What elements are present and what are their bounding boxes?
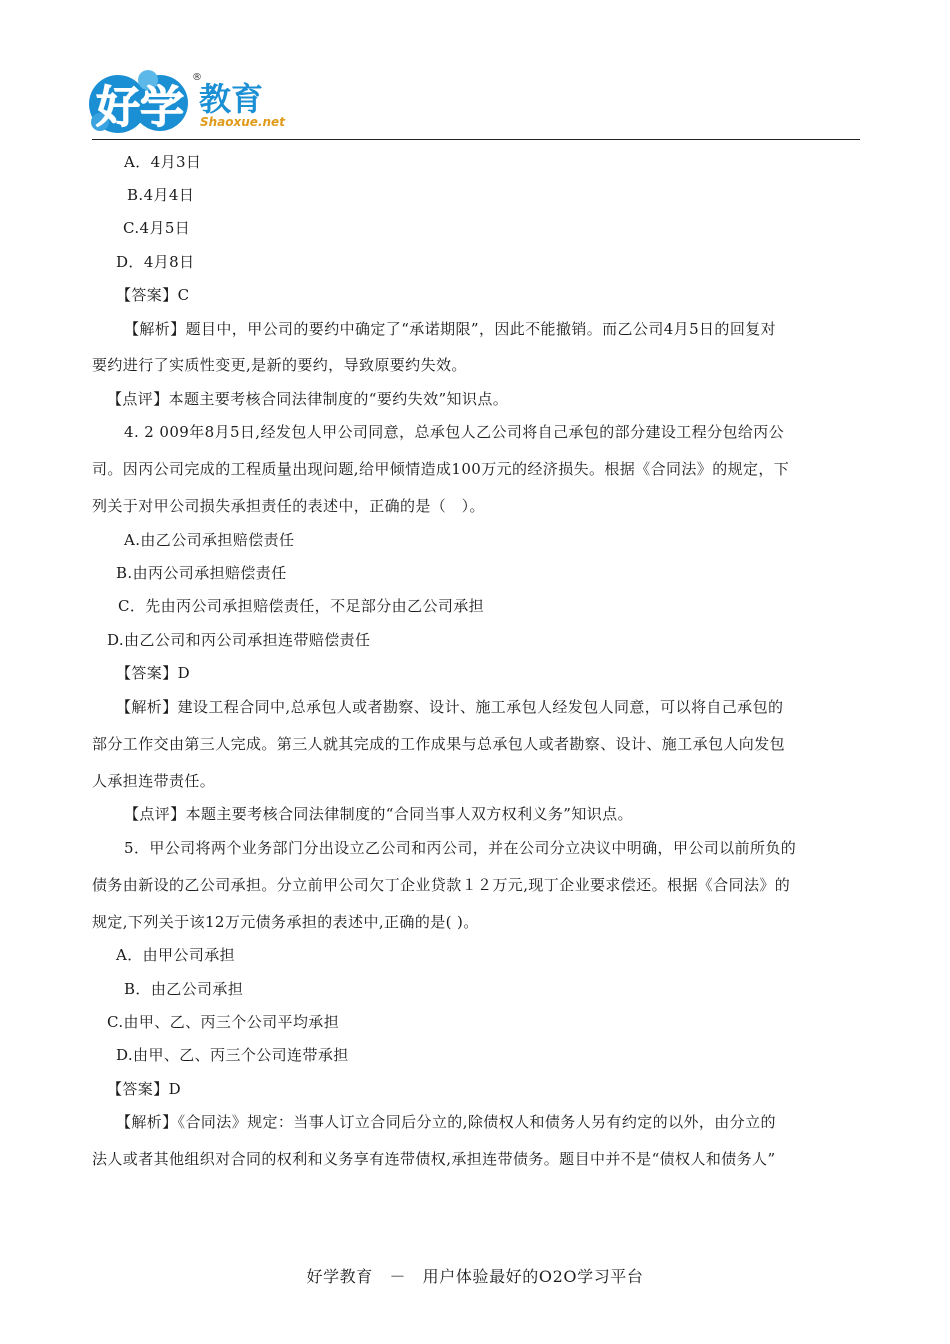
- text-line: 【点评】本题主要考核合同法律制度的“要约失效”知识点。: [107, 390, 509, 408]
- text-line: B．由乙公司承担: [124, 980, 244, 998]
- shaoxue-logo: [88, 64, 288, 140]
- text-line: 债务由新设的乙公司承担。分立前甲公司欠丁企业贷款１２万元,现丁企业要求偿还。根据《合同法》的: [92, 876, 791, 894]
- text-line: 法人或者其他组织对合同的权利和义务享有连带债权,承担连带债务。题目中并不是“债权人和债务人”: [92, 1150, 776, 1168]
- page-footer: 好学教育 － 用户体验最好的O2O学习平台: [306, 1267, 644, 1286]
- text-line: 司。因丙公司完成的工程质量出现问题,给甲倾情造成100万元的经济损失。根据《合同法》的规定，下: [92, 460, 790, 478]
- text-line: 5．甲公司将两个业务部门分出设立乙公司和丙公司，并在公司分立决议中明确，甲公司以前所负的: [124, 839, 797, 857]
- text-line: C．先由丙公司承担赔偿责任，不足部分由乙公司承担: [118, 597, 485, 615]
- text-line: 规定,下列关于该12万元债务承担的表述中,正确的是( )。: [92, 913, 479, 931]
- text-line: 【点评】本题主要考核合同法律制度的“合同当事人双方权利义务”知识点。: [124, 805, 633, 823]
- text-line: 【答案】D: [107, 1080, 182, 1098]
- text-line: D.由乙公司和丙公司承担连带赔偿责任: [107, 631, 371, 649]
- text-line: D.由甲、乙、丙三个公司连带承担: [116, 1046, 349, 1064]
- text-line: B.由丙公司承担赔偿责任: [116, 564, 287, 582]
- text-line: 【解析】建设工程合同中,总承包人或者勘察、设计、施工承包人经发包人同意，可以将自己承包的: [116, 698, 784, 716]
- text-line: C.由甲、乙、丙三个公司平均承担: [107, 1013, 340, 1031]
- logo-word: 教育: [199, 80, 264, 118]
- text-line: 要约进行了实质性变更,是新的要约，导致原要约失效。: [92, 356, 467, 374]
- text-line: 部分工作交由第三人完成。第三人就其完成的工作成果与总承包人或者勘察、设计、施工承包人向发包: [92, 735, 786, 753]
- page-header: [0, 0, 950, 142]
- text-line: 4. 2 009年8月5日,经发包人甲公司同意，总承包人乙公司将自己承包的部分建设工程分包给丙公: [124, 423, 785, 441]
- logo-chars: 好学: [96, 82, 184, 133]
- logo-domain: Shaoxue.net: [200, 115, 285, 129]
- text-line: A．由甲公司承担: [116, 946, 236, 964]
- logo-reg: ®: [192, 72, 202, 83]
- text-line: 人承担连带责任。: [92, 772, 216, 790]
- text-line: B.4月4日: [127, 186, 195, 204]
- text-line: 【答案】C: [116, 286, 190, 304]
- text-line: A．4月3日: [124, 153, 202, 171]
- text-line: D．4月8日: [116, 253, 195, 271]
- text-line: 列关于对甲公司损失承担责任的表述中，正确的是（ ）。: [92, 497, 485, 515]
- text-line: 【答案】D: [116, 664, 191, 682]
- text-line: A.由乙公司承担赔偿责任: [124, 531, 295, 549]
- text-line: 【解析】题目中，甲公司的要约中确定了“承诺期限”，因此不能撤销。而乙公司4月5日的回复对: [124, 320, 777, 338]
- text-line: 【解析】《合同法》规定：当事人订立合同后分立的,除债权人和债务人另有约定的以外，由分立的: [116, 1113, 776, 1131]
- header-rule: [92, 139, 860, 140]
- text-line: C.4月5日: [123, 219, 191, 237]
